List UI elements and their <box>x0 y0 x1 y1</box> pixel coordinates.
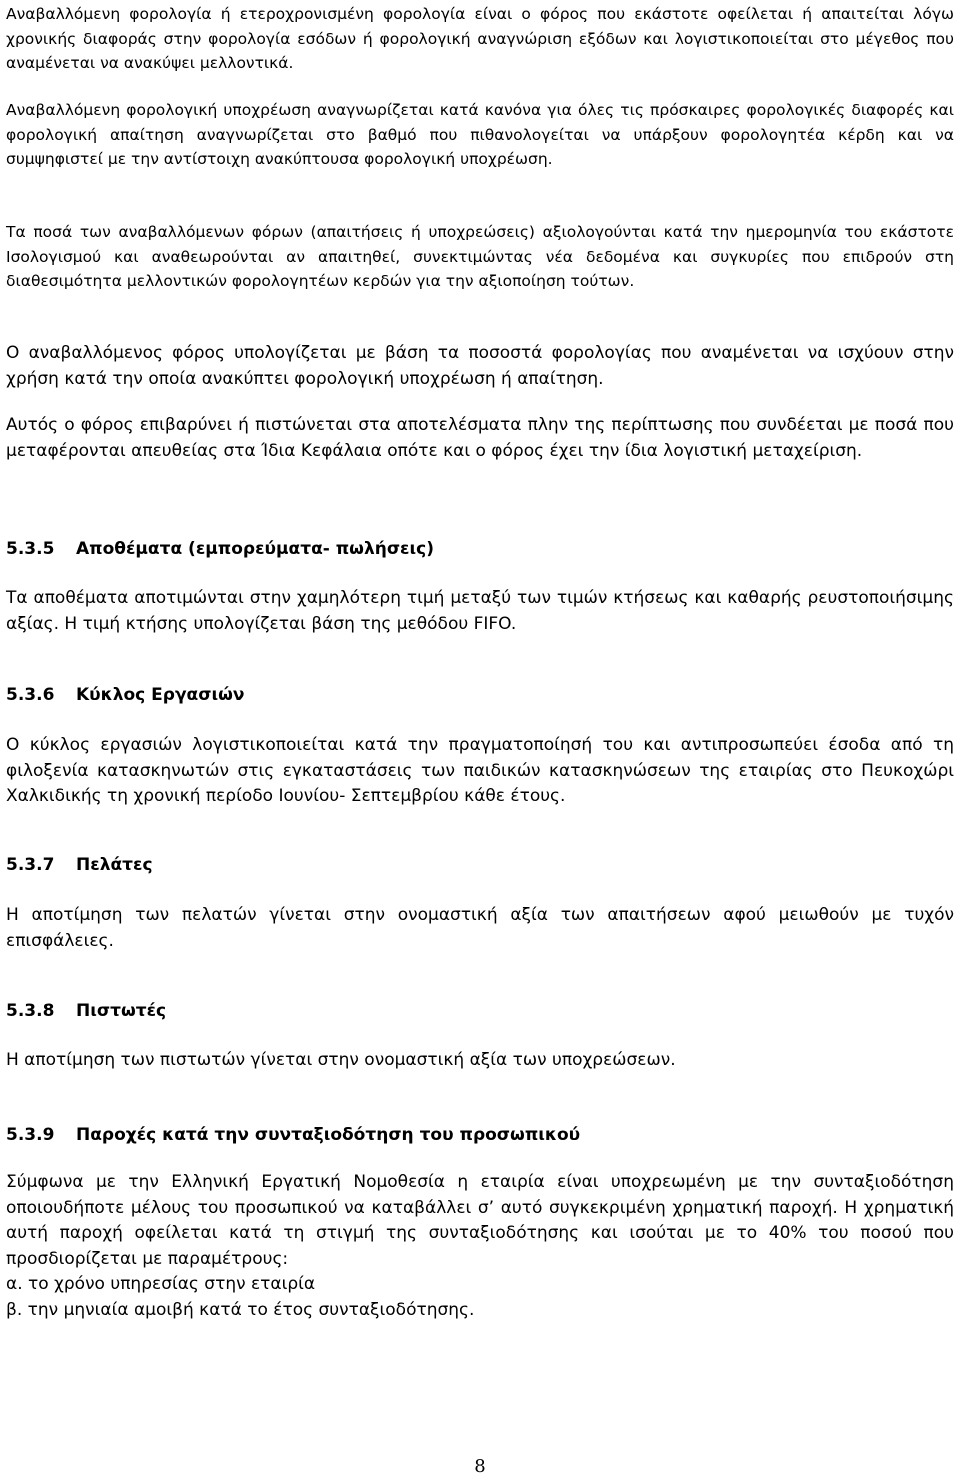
section-number: 5.3.8 <box>6 1001 55 1021</box>
paragraph-inventories: Τα αποθέματα αποτιμώνται στην χαμηλότερη τιμή μεταξύ των τιμών κτήσεως και καθαρής ρευστοποιήσιμης αξίας. Η τιμή κτήσης υπολογίζεται βάση της μεθόδου FIFO. <box>6 588 954 634</box>
section-heading-turnover <box>6 683 244 707</box>
paragraph-deferred-tax-definition: Αναβαλλόμενη φορολογία ή ετεροχρονισμένη φορολογία είναι ο φόρος που εκάστοτε οφείλεται ή απαιτείται λόγω χρονικής διαφοράς στην φορολογία εσόδων ή φορολογική αναγνώριση εξόδων και λογιστικοποιείται στο μέγεθος που αναμένεται να ανακύψει μελλοντικά. <box>6 5 954 72</box>
paragraph-turnover: Ο κύκλος εργασιών λογιστικοποιείται κατά την πραγματοποίησή του και αντιπροσωπεύει έσοδα από τη φιλοξενία κατασκηνωτών στις εγκαταστάσεις των παιδικών κατασκηνώσεων της εταιρίας στο Πευκοχώρι Χαλκιδικής τη χρονική περίοδο Ιουνίου- Σεπτεμβρίου κάθε έτους. <box>6 735 954 806</box>
paragraph-creditors: Η αποτίμηση των πιστωτών γίνεται στην ονομαστική αξία των υποχρεώσεων. <box>6 1050 676 1070</box>
section-number: 5.3.7 <box>6 855 55 875</box>
page-number: 8 <box>474 1456 486 1477</box>
section-heading-retirement-benefits <box>6 1123 580 1147</box>
paragraph-deferred-tax-treatment: Αυτός ο φόρος επιβαρύνει ή πιστώνεται στα αποτελέσματα πλην της περίπτωσης που συνδέεται με ποσά που μεταφέρονται απευθείας στα Ίδια Κεφάλαια οπότε και ο φόρος έχει την ίδια λογιστική μεταχείριση. <box>6 415 954 461</box>
paragraph-deferred-tax-recognition: Αναβαλλόμενη φορολογική υποχρέωση αναγνωρίζεται κατά κανόνα για όλες τις πρόσκαιρες φορολογικές διαφορές και φορολογική απαίτηση αναγνωρίζεται στο βαθμό που πιθανολογείται να υπάρξουν φορολογητέα κέρδη και να συμψηφιστεί με την αντίστοιχη ανακύπτουσα φορολογική υποχρέωση. <box>6 101 954 168</box>
list-item: β. την μηνιαία αμοιβή κατά το έτος συνταξιοδότησης. <box>6 1299 475 1320</box>
paragraph-retirement-benefits: Σύμφωνα με την Ελληνική Εργατική Νομοθεσία η εταιρία είναι υποχρεωμένη με την συνταξιοδότηση οποιουδήποτε μέλους του προσωπικού να καταβάλλει σ’ αυτό συγκεκριμένη χρηματική παροχή. Η χρηματική αυτή παροχή οφείλεται κατά τη στιγμή της συνταξιοδότησης και ισούται με το 40% του ποσού που προσδιορίζεται με παραμέτρους: <box>6 1172 954 1269</box>
paragraph-deferred-tax-rates: Ο αναβαλλόμενος φόρος υπολογίζεται με βάση τα ποσοστά φορολογίας που αναμένεται να ισχύουν στην χρήση κατά την οποία ανακύπτει φορολογική υποχρέωση ή απαίτηση. <box>6 343 954 389</box>
section-title: Παροχές κατά την συνταξιοδότηση του προσωπικού <box>76 1125 581 1145</box>
section-title: Κύκλος Εργασιών <box>76 685 245 705</box>
section-number: 5.3.9 <box>6 1125 55 1145</box>
section-heading-customers <box>6 853 153 877</box>
section-title: Πελάτες <box>76 855 153 875</box>
paragraph-customers: Η αποτίμηση των πελατών γίνεται στην ονομαστική αξία των απαιτήσεων αφού μειωθούν με τυχόν επισφάλειες. <box>6 905 954 951</box>
section-number: 5.3.6 <box>6 685 55 705</box>
section-heading-creditors <box>6 999 166 1023</box>
section-title: Πιστωτές <box>76 1001 167 1021</box>
section-body-retirement-benefits <box>6 1170 954 1323</box>
section-title: Αποθέματα (εμπορεύματα- πωλήσεις) <box>76 539 434 559</box>
section-heading-inventories <box>6 537 434 561</box>
section-number: 5.3.5 <box>6 539 55 559</box>
list-item: α. το χρόνο υπηρεσίας στην εταιρία <box>6 1274 316 1294</box>
paragraph-deferred-tax-assessment: Τα ποσά των αναβαλλόμενων φόρων (απαιτήσεις ή υποχρεώσεις) αξιολογούνται κατά την ημερομηνία του εκάστοτε Ισολογισμού και αναθεωρούνται αν απαιτηθεί, συνεκτιμώντας νέα δεδομένα και συγκυρίες που επιδρούν στη διαθεσιμότητα μελλοντικών φορολογητέων κερδών για την αξιοποίηση τούτων. <box>6 223 954 290</box>
